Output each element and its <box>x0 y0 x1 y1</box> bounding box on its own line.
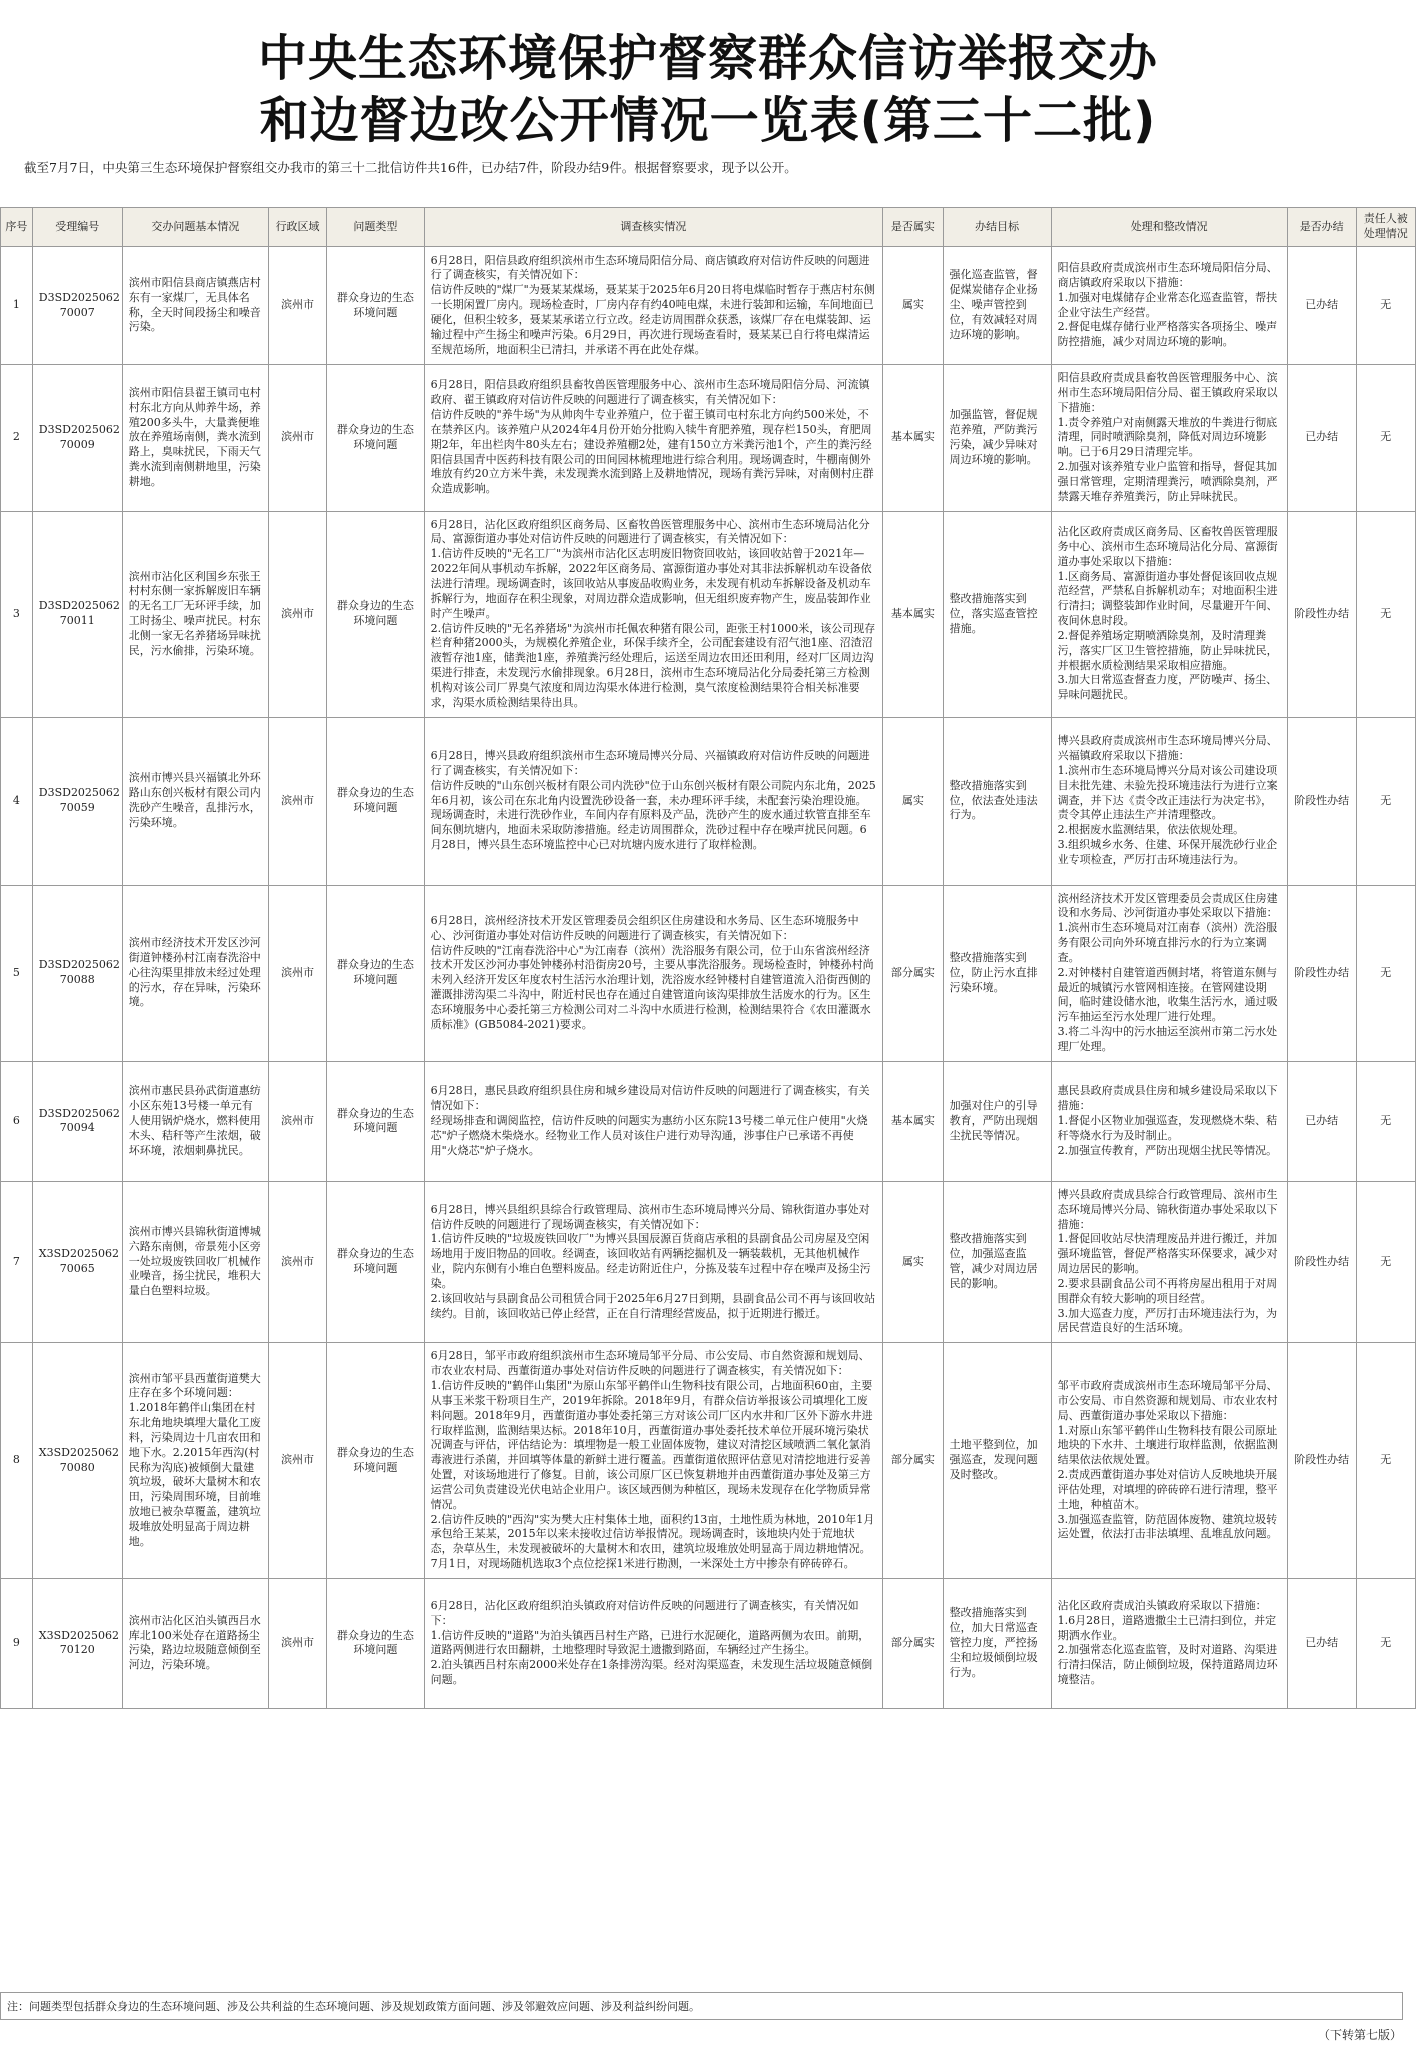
case-code: D3SD2025062 70011 <box>32 511 122 717</box>
issue-type: 群众身边的生态环境问题 <box>327 247 424 365</box>
completion-status: 阶段性办结 <box>1287 885 1356 1061</box>
issue-type: 群众身边的生态环境问题 <box>327 1061 424 1181</box>
issue-type: 群众身边的生态环境问题 <box>327 717 424 885</box>
completion-status: 阶段性办结 <box>1287 511 1356 717</box>
issue-type: 群众身边的生态环境问题 <box>327 511 424 717</box>
table-row <box>1 365 1416 512</box>
issue-summary: 滨州市博兴县锦秋街道博城六路东南侧，帝景苑小区旁一处垃圾废铁回收厂机械作业噪音，扬尘扰民，堆积大量白色塑料垃圾。 <box>122 1181 268 1342</box>
accountability: 无 <box>1356 717 1415 885</box>
issue-type: 群众身边的生态环境问题 <box>327 1578 424 1708</box>
accountability: 无 <box>1356 247 1415 365</box>
handling-measures: 博兴县政府责成县综合行政管理局、滨州市生态环境局博兴分局、锦秋街道办事处采取以下措施： 1.督促回收站尽快清理废品并进行搬迁，并加强环境监管，督促严格落实环保要求，减少对周边居民的影响。 2.要求县副食品公司不再将房屋出租用于对周围群众有较大影响的项目经营。 3.加大巡查力度，严厉打击环境违法行为，为居民营造良好的生活环境。 <box>1051 1181 1287 1342</box>
issue-type: 群众身边的生态环境问题 <box>327 1181 424 1342</box>
case-code: X3SD2025062 70120 <box>32 1578 122 1708</box>
table-row <box>1 1181 1416 1342</box>
accountability: 无 <box>1356 885 1415 1061</box>
continued-label: （下转第七版） <box>1317 2028 1402 2042</box>
region: 滨州市 <box>268 1343 326 1579</box>
completion-goal: 土地平整到位，加强巡查，发现问题及时整改。 <box>943 1343 1051 1579</box>
case-code: D3SD2025062 70094 <box>32 1061 122 1181</box>
accountability: 无 <box>1356 511 1415 717</box>
table-row <box>1 1061 1416 1181</box>
issue-summary: 滨州市惠民县孙武街道惠纺小区东苑13号楼一单元有人使用锅炉烧水，燃料使用木头、秸秆等产生浓烟，破坏环境，浓烟刺鼻扰民。 <box>122 1061 268 1181</box>
row-number: 5 <box>1 885 33 1061</box>
issue-summary: 滨州市沾化区利国乡东张王村村东侧一家拆解废旧车辆的无名工厂无环评手续，加工时扬尘、噪声扰民。村东北侧一家无名养猪场异味扰民，污水偷排，污染环境。 <box>122 511 268 717</box>
investigation-details: 6月28日，阳信县政府组织滨州市生态环境局阳信分局、商店镇政府对信访件反映的问题进行了调查核实，有关情况如下： 信访件反映的"煤厂"为聂某某煤场，聂某某于2025年6月20日将电煤临时暂存于燕店村东侧一长期闲置厂房内。现场检查时，厂房内存有约40吨电煤，未进行装卸和运输，车间地面已硬化，但积尘较多，聂某某承诺立行立改。经走访周围群众获悉，该煤厂存在电煤装卸、运输过程中产生扬尘和噪声污染。6月29日，再次进行现场查看时，聂某某已自行将电煤清运至规范场所，地面积尘已清扫，并承诺不再在此处存煤。 <box>424 247 883 365</box>
completion-status: 阶段性办结 <box>1287 1181 1356 1342</box>
table-row <box>1 511 1416 717</box>
column-header: 办结目标 <box>943 208 1051 247</box>
title-line-1: 中央生态环境保护督察群众信访举报交办 <box>257 30 1158 87</box>
truth-status: 部分属实 <box>883 1578 943 1708</box>
completion-goal: 整改措施落实到位，落实巡查管控措施。 <box>943 511 1051 717</box>
column-header: 责任人被处理情况 <box>1356 208 1415 247</box>
table-row <box>1 717 1416 885</box>
column-header: 问题类型 <box>327 208 424 247</box>
truth-status: 属实 <box>883 1181 943 1342</box>
completion-status: 已办结 <box>1287 365 1356 512</box>
truth-status: 属实 <box>883 717 943 885</box>
row-number: 7 <box>1 1181 33 1342</box>
investigation-details: 6月28日，沾化区政府组织区商务局、区畜牧兽医管理服务中心、滨州市生态环境局沾化分局、富源街道办事处对信访件反映的问题进行了调查核实，有关情况如下： 1.信访件反映的"无名工厂"为滨州市沾化区志明废旧物资回收站，该回收站曾于2021年—2022年间从事机动车拆解，2022年区商务局、富源街道办事处对其非法拆解机动车设备依法进行清理。现场调查时，该回收站从事废品收购业务，未发现有机动车拆解设备及机动车拆解行为，地面存在积尘现象，对周边群众造成影响，但无组织废弃物产生，废品装卸作业时产生噪声。 2.信访件反映的"无名养猪场"为滨州市托佩农种猪有限公司，距张王村1000米，该公司现存栏育种猪2000头，为规模化养殖企业，环保手续齐全，公司配套建设有沼气池1座、沼渣沼液暂存池1座，储粪池1座，养殖粪污经处理后，运送至周边农田还田利用，经对厂区周边沟渠进行排查，未发现污水偷排现象。6月28日，滨州市生态环境局沾化分局委托第三方检测机构对该公司厂界臭气浓度和周边沟渠水体进行检测，臭气浓度检测结果符合相关标准要求，沟渠水质检测结果待出具。 <box>424 511 883 717</box>
handling-measures: 邹平市政府责成滨州市生态环境局邹平分局、市公安局、市自然资源和规划局、市农业农村局、西董街道办事处采取以下措施： 1.对原山东邹平鹤伴山生物科技有限公司原址地块的下水井、土壤进行取样监测，依据监测结果依法依规处置。 2.责成西董街道办事处对信访人反映地块开展评估处理，对填埋的碎砖碎石进行清理，整平土地，种植苗木。 3.加强巡查监管，防范固体废物、建筑垃圾转运处置，依法打击非法填埋、乱堆乱放问题。 <box>1051 1343 1287 1579</box>
handling-measures: 阳信县政府责成县畜牧兽医管理服务中心、滨州市生态环境局阳信分局、翟王镇政府采取以下措施： 1.责令养殖户对南侧露天堆放的牛粪进行彻底清理，同时喷洒除臭剂，降低对周边环境影响。已于6月29日清理完毕。 2.加强对该养殖专业户监管和指导，督促其加强日常管理，定期清理粪污，喷洒除臭剂，严禁露天堆存养殖粪污，防止异味扰民。 <box>1051 365 1287 512</box>
case-code: D3SD2025062 70059 <box>32 717 122 885</box>
completion-status: 已办结 <box>1287 247 1356 365</box>
investigation-details: 6月28日，阳信县政府组织县畜牧兽医管理服务中心、滨州市生态环境局阳信分局、河流镇政府、翟王镇政府对信访件反映的问题进行了调查核实，有关情况如下： 信访件反映的"养牛场"为从帅肉牛专业养殖户，位于翟王镇司屯村东北方向约500米处，不在禁养区内。该养殖户从2024年4月份开始分批购入犊牛育肥养殖，现存栏150头，育肥周期2年，年出栏肉牛80头左右；建设养殖棚2处，建有150立方米粪污池1个，产生的粪污经阳信县国青中医药科技有限公司的田间园林梳理地进行综合利用。现场调查时，牛棚南侧外堆放有约20立方米牛粪，未发现粪水流到路上及耕地情况，现场有粪污异味，对南侧村庄群众造成影响。 <box>424 365 883 512</box>
handling-measures: 博兴县政府责成滨州市生态环境局博兴分局、兴福镇政府采取以下措施： 1.滨州市生态环境局博兴分局对该公司建设项目未批先建、未验先投环境违法行为进行立案调查，并下达《责令改正违法行为决定书》，责令其停止违法生产并清理整改。 2.根据废水监测结果，依法依规处理。 3.组织城乡水务、住建、环保开展洗砂行业企业专项检查，严厉打击环境违法行为。 <box>1051 717 1287 885</box>
issue-summary: 滨州市阳信县翟王镇司屯村村东北方向从帅养牛场，养殖200多头牛，大量粪便堆放在养殖场南侧，粪水流到路上，臭味扰民，下雨天气粪水流到南侧耕地里，污染耕地。 <box>122 365 268 512</box>
table-row <box>1 1578 1416 1708</box>
region: 滨州市 <box>268 1061 326 1181</box>
investigation-details: 6月28日，邹平市政府组织滨州市生态环境局邹平分局、市公安局、市自然资源和规划局、市农业农村局、西董街道办事处对信访件反映的问题进行了调查核实，有关情况如下： 1.信访件反映的"鹤伴山集团"为原山东邹平鹤伴山生物科技有限公司，占地面积60亩，主要从事玉米浆干粉项目生产，2019年拆除。2018年9月，有群众信访举报该公司填埋化工废料问题。2018年9月，西董街道办事处委托第三方对该公司厂区内水井和厂区外下游水井进行取样监测，监测结果达标。2018年10月，西董街道办事处委托技术单位开展环境污染状况调查与评估，评估结论为：填埋物是一般工业固体废物，建议对清挖区域喷洒二氧化氯消毒液进行杀菌，并回填等体量的新鲜土进行覆盖。西董街道依照评估意见对清挖地进行妥善处置，对该场地进行了修复。目前，该公司原厂区已恢复耕地并由西董街道办事处及第三方运营公司负责建设光伏电站企业用户。该区域西侧为种植区，现场未发现存在化学物质异常情况。 2.信访件反映的"西沟"实为樊大庄村集体土地，面积约13亩，土地性质为林地，2010年1月承包给王某某，2015年以来未接收过信访举报情况。现场调查时，该地块内处于荒地状态，杂草丛生，未发现被破坏的大量树木和农田，建筑垃圾堆放处明显高于周边耕地情况。7月1日，对现场随机选取3个点位挖探1米进行勘测，一米深处土方中掺杂有碎砖碎石。 <box>424 1343 883 1579</box>
accountability: 无 <box>1356 1181 1415 1342</box>
column-header: 调查核实情况 <box>424 208 883 247</box>
row-number: 3 <box>1 511 33 717</box>
region: 滨州市 <box>268 247 326 365</box>
region: 滨州市 <box>268 1181 326 1342</box>
investigation-details: 6月28日，博兴县组织县综合行政管理局、滨州市生态环境局博兴分局、锦秋街道办事处对信访件反映的问题进行了现场调查核实，有关情况如下： 1.信访件反映的"垃圾废铁回收厂"为博兴县国辰源百货商店承租的县副食品公司房屋及空闲场地用于废旧物品的回收。经调查，该回收站有两辆挖掘机及一辆装载机，无其他机械作业，院内东侧有小堆白色塑料废品。经走访附近住户，分拣及装车过程中存在噪声及扬尘污染。 2.该回收站与县副食品公司租赁合同于2025年6月27日到期，县副食品公司不再与该回收站续约。目前，该回收站已停止经营，正在自行清理经营废品，拟于近期进行搬迁。 <box>424 1181 883 1342</box>
column-header: 处理和整改情况 <box>1051 208 1287 247</box>
table-row <box>1 885 1416 1061</box>
column-header: 受理编号 <box>32 208 122 247</box>
completion-goal: 整改措施落实到位，加强巡查监管，减少对周边居民的影响。 <box>943 1181 1051 1342</box>
case-code: X3SD2025062 70065 <box>32 1181 122 1342</box>
case-code: D3SD2025062 70007 <box>32 247 122 365</box>
issue-type: 群众身边的生态环境问题 <box>327 1343 424 1579</box>
issue-type: 群众身边的生态环境问题 <box>327 885 424 1061</box>
investigation-details: 6月28日，沾化区政府组织泊头镇政府对信访件反映的问题进行了调查核实，有关情况如下： 1.信访件反映的"道路"为泊头镇西吕村生产路，已进行水泥硬化，道路两侧为农田。前期，道路两侧进行农田翻耕，土地整理时导致泥土遗撒到路面，车辆经过产生扬尘。 2.泊头镇西吕村东南2000米处存在1条排涝沟渠。经对沟渠巡查，未发现生活垃圾随意倾倒问题。 <box>424 1578 883 1708</box>
truth-status: 属实 <box>883 247 943 365</box>
handling-measures: 惠民县政府责成县住房和城乡建设局采取以下措施： 1.督促小区物业加强巡查，发现燃烧木柴、秸秆等烧水行为及时制止。 2.加强宣传教育，严防出现烟尘扰民等情况。 <box>1051 1061 1287 1181</box>
completion-status: 已办结 <box>1287 1061 1356 1181</box>
region: 滨州市 <box>268 885 326 1061</box>
column-header: 是否办结 <box>1287 208 1356 247</box>
completion-status: 阶段性办结 <box>1287 1343 1356 1579</box>
table-row <box>1 1343 1416 1579</box>
table-row <box>1 247 1416 365</box>
investigation-details: 6月28日，惠民县政府组织县住房和城乡建设局对信访件反映的问题进行了调查核实，有关情况如下： 经现场排查和调阅监控，信访件反映的问题实为惠纺小区东院13号楼二单元住户使用"火烧芯"炉子燃烧木柴烧水。经物业工作人员对该住户进行劝导沟通，涉事住户已承诺不再使用"火烧芯"炉子烧水。 <box>424 1061 883 1181</box>
handling-measures: 沾化区政府责成泊头镇政府采取以下措施： 1.6月28日，道路遗撒尘土已清扫到位，并定期洒水作业。 2.加强常态化巡查监管，及时对道路、沟渠进行清扫保洁，防止倾倒垃圾，保持道路周边环境整洁。 <box>1051 1578 1287 1708</box>
investigation-details: 6月28日，滨州经济技术开发区管理委员会组织区住房建设和水务局、区生态环境服务中心、沙河街道办事处对信访件反映的问题进行了调查核实，有关情况如下： 信访件反映的"江南春洗浴中心"为江南春（滨州）洗浴服务有限公司，位于山东省滨州经济技术开发区沙河办事处钟楼孙村沿街房20号，主要从事洗浴服务。现场检查时，钟楼孙村尚未列入经济开发区年度农村生活污水治理计划，洗浴废水经钟楼村自建管道流入沿街西侧的灌溉排涝沟渠二斗沟中，附近村民也存在通过自建管道向该沟渠排放生活废水的行为。区生态环境服务中心委托第三方检测公司对二斗沟中水质进行检测，检测结果符合《农田灌溉水质标准》(GB5084-2021)要求。 <box>424 885 883 1061</box>
handling-measures: 沾化区政府责成区商务局、区畜牧兽医管理服务中心、滨州市生态环境局沾化分局、富源街道办事处采取以下措施： 1.区商务局、富源街道办事处督促该回收点规范经营，严禁私自拆解机动车；对地面积尘进行清扫；调整装卸作业时间，尽量避开午间、夜间休息时段。 2.督促养殖场定期喷洒除臭剂，及时清理粪污，落实厂区卫生管控措施，防止异味扰民，并根据水质检测结果采取相应措施。 3.加大日常巡查督查力度，严防噪声、扬尘、异味问题扰民。 <box>1051 511 1287 717</box>
issue-summary: 滨州市阳信县商店镇燕店村东有一家煤厂，无具体名称，全天时间段扬尘和噪音污染。 <box>122 247 268 365</box>
row-number: 2 <box>1 365 33 512</box>
truth-status: 部分属实 <box>883 885 943 1061</box>
handling-measures: 滨州经济技术开发区管理委员会责成区住房建设和水务局、沙河街道办事处采取以下措施： 1.滨州市生态环境局对江南春（滨州）洗浴服务有限公司向外环境直排污水的行为立案调查。 2.对钟楼村自建管道西侧封堵，将管道东侧与最近的城镇污水管网相连接。在管网建设期间，临时建设储水池，收集生活污水，通过吸污车抽运至污水处理厂进行处理。 3.将二斗沟中的污水抽运至滨州市第二污水处理厂处理。 <box>1051 885 1287 1061</box>
row-number: 1 <box>1 247 33 365</box>
completion-goal: 加强监管，督促规范养殖，严防粪污污染，减少异味对周边环境的影响。 <box>943 365 1051 512</box>
truth-status: 基本属实 <box>883 365 943 512</box>
table-header <box>1 208 1416 247</box>
column-header: 交办问题基本情况 <box>122 208 268 247</box>
completion-goal: 整改措施落实到位，加大日常巡查管控力度，严控扬尘和垃圾倾倒垃圾行为。 <box>943 1578 1051 1708</box>
completion-goal: 加强对住户的引导教育，严防出现烟尘扰民等情况。 <box>943 1061 1051 1181</box>
accountability: 无 <box>1356 1343 1415 1579</box>
table-body <box>1 247 1416 1709</box>
issue-type: 群众身边的生态环境问题 <box>327 365 424 512</box>
issue-summary: 滨州市沾化区泊头镇西吕水库北100米处存在道路扬尘污染，路边垃圾随意倾倒至河边，污染环境。 <box>122 1578 268 1708</box>
footnote: 注：问题类型包括群众身边的生态环境问题、涉及公共利益的生态环境问题、涉及规划政策方面问题、涉及邻避效应问题、涉及利益纠纷问题。 <box>0 1992 1403 2020</box>
row-number: 4 <box>1 717 33 885</box>
row-number: 8 <box>1 1343 33 1579</box>
accountability: 无 <box>1356 365 1415 512</box>
truth-status: 基本属实 <box>883 511 943 717</box>
completion-goal: 整改措施落实到位，防止污水直排污染环境。 <box>943 885 1051 1061</box>
truth-status: 基本属实 <box>883 1061 943 1181</box>
completion-goal: 强化巡查监管，督促煤炭储存企业扬尘、噪声管控到位，有效减轻对周边环境的影响。 <box>943 247 1051 365</box>
case-code: D3SD2025062 70088 <box>32 885 122 1061</box>
case-code: X3SD2025062 70080 <box>32 1343 122 1579</box>
truth-status: 部分属实 <box>883 1343 943 1579</box>
region: 滨州市 <box>268 365 326 512</box>
row-number: 6 <box>1 1061 33 1181</box>
completion-status: 阶段性办结 <box>1287 717 1356 885</box>
issue-summary: 滨州市邹平县西董街道樊大庄存在多个环境问题：1.2018年鹤伴山集团在村东北角地块填埋大量化工废料，污染周边十几亩农田和地下水。2.2015年西沟(村民称为沟底)被倾倒大量建筑垃圾，破坏大量树木和农田，污染周围环境，目前堆放地已被杂草覆盖，建筑垃圾堆放处明显高于周边耕地。 <box>122 1343 268 1579</box>
case-code: D3SD2025062 70009 <box>32 365 122 512</box>
region: 滨州市 <box>268 511 326 717</box>
issue-summary: 滨州市经济技术开发区沙河街道钟楼孙村江南春洗浴中心往沟渠里排放未经过处理的污水，存在异味，污染环境。 <box>122 885 268 1061</box>
completion-goal: 整改措施落实到位，依法查处违法行为。 <box>943 717 1051 885</box>
title-line-2: 和边督边改公开情况一览表(第三十二批) <box>259 92 1157 149</box>
column-header: 是否属实 <box>883 208 943 247</box>
disclosure-table <box>0 207 1416 1709</box>
investigation-details: 6月28日，博兴县政府组织滨州市生态环境局博兴分局、兴福镇政府对信访件反映的问题进行了调查核实，有关情况如下： 信访件反映的"山东创兴板材有限公司内洗砂"位于山东创兴板材有限公司院内东北角，2025年6月初，该公司在东北角内设置洗砂设备一套，未办理环评手续，未配套污染治理设施。现场调查时，未进行洗砂作业，车间内存有原料及产品，洗砂产生的废水通过软管直排至车间东侧坑塘内，地面未采取防渗措施。经走访周围群众，洗砂过程中存在噪声扰民问题。6月28日，博兴县生态环境监控中心已对坑塘内废水进行了取样检测。 <box>424 717 883 885</box>
region: 滨州市 <box>268 717 326 885</box>
accountability: 无 <box>1356 1061 1415 1181</box>
region: 滨州市 <box>268 1578 326 1708</box>
handling-measures: 阳信县政府责成滨州市生态环境局阳信分局、商店镇政府采取以下措施： 1.加强对电煤储存企业常态化巡查监管，帮扶企业守法生产经营。 2.督促电煤存储行业严格落实各项扬尘、噪声防控措施，减少对周边环境的影响。 <box>1051 247 1287 365</box>
completion-status: 已办结 <box>1287 1578 1356 1708</box>
column-header: 行政区域 <box>268 208 326 247</box>
column-header: 序号 <box>1 208 33 247</box>
intro-text: 截至7月7日，中央第三生态环境保护督察组交办我市的第三十二批信访件共16件，已办结7件，阶段办结9件。根据督察要求，现予以公开。 <box>24 160 797 175</box>
issue-summary: 滨州市博兴县兴福镇北外环路山东创兴板材有限公司内洗砂产生噪音，乱排污水，污染环境。 <box>122 717 268 885</box>
accountability: 无 <box>1356 1578 1415 1708</box>
row-number: 9 <box>1 1578 33 1708</box>
page-title <box>0 28 1416 152</box>
